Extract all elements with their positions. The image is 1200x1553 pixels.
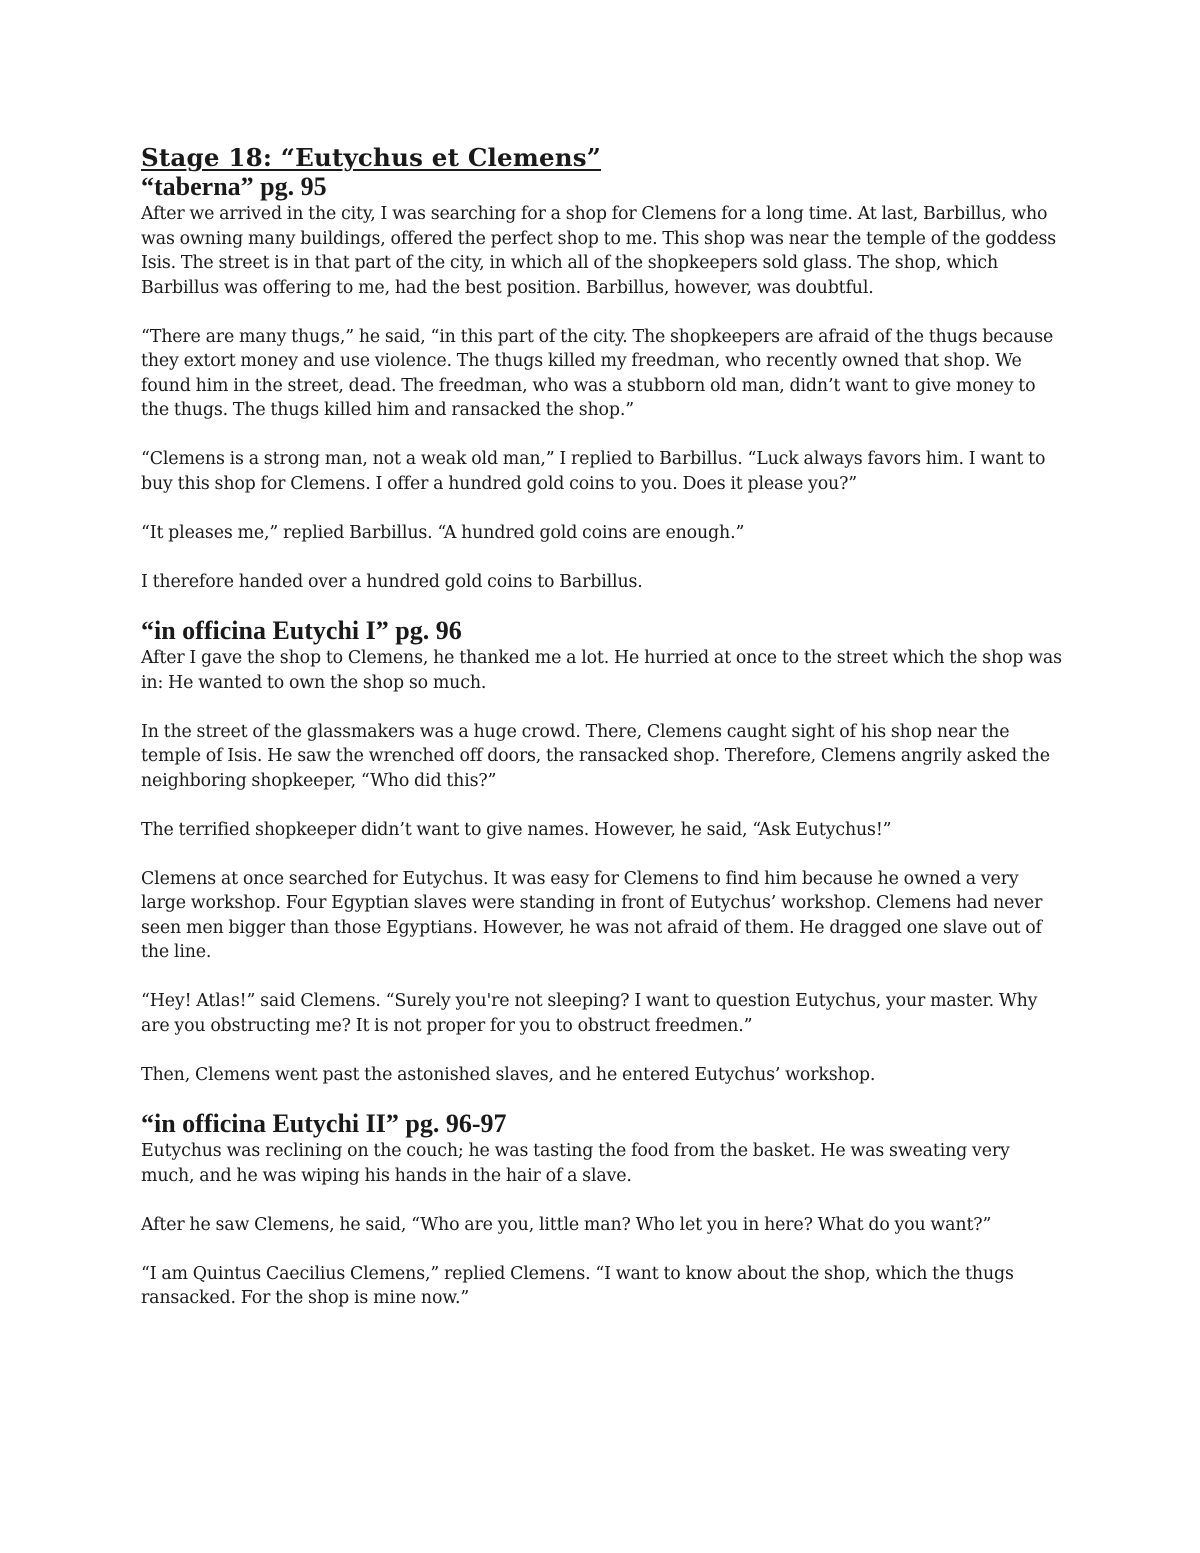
- paragraph: Eutychus was reclining on the couch; he was tasting the food from the basket. He was sweating very much, and he was wiping his hands in the hair of a slave.: [141, 1141, 1010, 1186]
- paragraph: “It pleases me,” replied Barbillus. “A hundred gold coins are enough.”: [141, 522, 745, 543]
- section-in-officina-eutychi-1: [141, 616, 1066, 1087]
- paragraph: The terrified shopkeeper didn’t want to give names. However, he said, “Ask Eutychus!”: [141, 819, 892, 840]
- section-heading: “taberna” pg. 95: [141, 172, 327, 201]
- paragraph: After he saw Clemens, he said, “Who are you, little man? Who let you in here? What do you want?”: [141, 1214, 992, 1235]
- document-page: [141, 140, 1066, 1311]
- paragraph: “Clemens is a strong man, not a weak old man,” I replied to Barbillus. “Luck always favors him. I want to buy this shop for Clemens. I offer a hundred gold coins to you. Does it please you?”: [141, 449, 1046, 494]
- paragraph: After we arrived in the city, I was searching for a shop for Clemens for a long time. At last, Barbillus, who was owning many buildings, offered the perfect shop to me. This shop was near the temple of the goddess Isis. The street is in that part of the city, in which all of the shopkeepers sold glass. The shop, which Barbillus was offering to me, had the best position. Barbillus, however, was doubtful.: [141, 204, 1057, 298]
- paragraph: After I gave the shop to Clemens, he thanked me a lot. He hurried at once to the street which the shop was in: He wanted to own the shop so much.: [141, 648, 1062, 693]
- section-in-officina-eutychi-2: [141, 1109, 1066, 1311]
- section-taberna: [141, 172, 1066, 594]
- paragraph: “I am Quintus Caecilius Clemens,” replied Clemens. “I want to know about the shop, which the thugs ransacked. For the shop is mine now.”: [141, 1263, 1014, 1308]
- paragraph: “There are many thugs,” he said, “in this part of the city. The shopkeepers are afraid of the thugs because they extort money and use violence. The thugs killed my freedman, who recently owned that shop. We found him in the street, dead. The freedman, who was a stubborn old man, didn’t want to give money to the thugs. The thugs killed him and ransacked the shop.”: [141, 326, 1054, 420]
- paragraph: “Hey! Atlas!” said Clemens. “Surely you're not sleeping? I want to question Eutychus, your master. Why are you obstructing me? It is not proper for you to obstruct freedmen.”: [141, 991, 1038, 1036]
- paragraph: In the street of the glassmakers was a huge crowd. There, Clemens caught sight of his shop near the temple of Isis. He saw the wrenched off doors, the ransacked shop. Therefore, Clemens angrily asked the neighboring shopkeeper, “Who did this?”: [141, 721, 1050, 791]
- paragraph: I therefore handed over a hundred gold coins to Barbillus.: [141, 571, 643, 592]
- document-title: Stage 18: “Eutychus et Clemens”: [141, 143, 602, 172]
- paragraph: Then, Clemens went past the astonished slaves, and he entered Eutychus’ workshop.: [141, 1064, 876, 1085]
- paragraph: Clemens at once searched for Eutychus. It was easy for Clemens to find him because he owned a very large workshop. Four Egyptian slaves were standing in front of Eutychus’ workshop. Clemens had never seen men bigger than those Egyptians. However, he was not afraid of them. He dragged one slave out of the line.: [141, 868, 1043, 962]
- section-heading: “in officina Eutychi II” pg. 96-97: [141, 1109, 507, 1138]
- section-heading: “in officina Eutychi I” pg. 96: [141, 616, 462, 645]
